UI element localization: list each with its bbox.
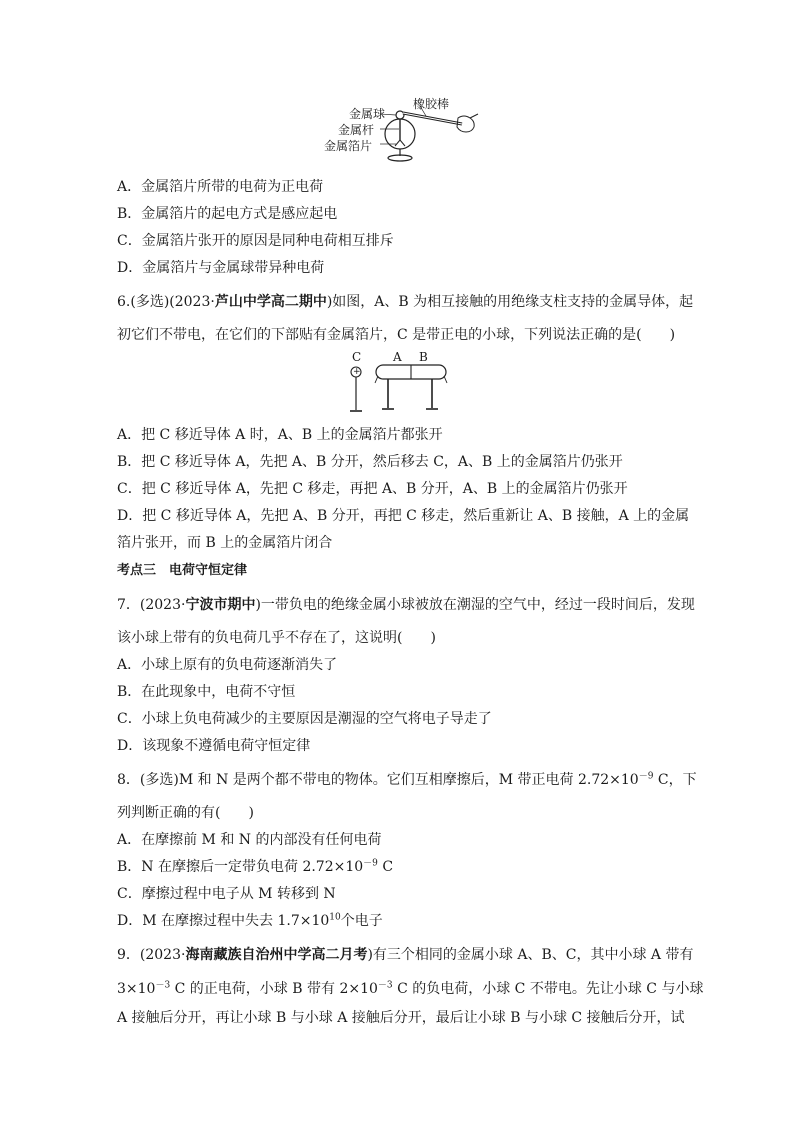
label-metal-ball: 金属球 bbox=[349, 107, 386, 121]
q6-stem-1: )如图，A、B 为相互接触的用绝缘支柱支持的金属导体，起 bbox=[326, 294, 694, 310]
q9-stem-2c: C 的负电荷，小球 C 不带电。先让小球 C 与小球 bbox=[392, 981, 704, 997]
label-plus: + bbox=[353, 367, 361, 377]
q8-option-b bbox=[117, 857, 393, 877]
q9-stem-2-exp1: －3 bbox=[155, 980, 171, 991]
metal-foil-right bbox=[400, 140, 405, 146]
q6-option-d-cont: 箔片张开，而 B 上的金属箔片闭合 bbox=[117, 535, 333, 551]
q8-option-d-exp: 10 bbox=[329, 912, 341, 923]
q6-option-a: A．把 C 移近导体 A 时，A、B 上的金属箔片都张开 bbox=[117, 427, 443, 443]
foil-a bbox=[375, 376, 378, 383]
q7-prefix: 7．(2023· bbox=[117, 597, 186, 613]
q6-stem-line-1 bbox=[117, 292, 693, 312]
q8-option-c: C．摩擦过程中电子从 M 转移到 N bbox=[117, 886, 336, 902]
q8-option-b-text: B．N 在摩擦后一定带负电荷 2.72×10 bbox=[117, 859, 364, 875]
q9-stem-1: )有三个相同的金属小球 A、B、C，其中小球 A 带有 bbox=[367, 947, 694, 963]
q9-stem-2a: 3×10 bbox=[117, 981, 156, 997]
q7-option-a: A．小球上原有的负电荷逐渐消失了 bbox=[117, 657, 338, 673]
foil-b bbox=[444, 376, 447, 383]
q8-option-d-text: D．M 在摩擦过程中失去 1.7×10 bbox=[117, 913, 330, 929]
q9-stem-line-3: A 接触后分开，再让小球 B 与小球 A 接触后分开，最后让小球 B 与小球 C 接触后分开，试 bbox=[117, 1010, 685, 1026]
label-metal-rod: 金属杆 bbox=[338, 123, 375, 137]
q5-option-c: C．金属箔片张开的原因是同种电荷相互排斥 bbox=[117, 233, 394, 249]
q6-option-d: D．把 C 移近导体 A，先把 A、B 分开，再把 C 移走，然后重新让 A、B 接触，A 上的金属 bbox=[117, 508, 690, 524]
q8-option-b-unit: C bbox=[377, 859, 394, 875]
q7-option-c: C．小球上负电荷减少的主要原因是潮湿的空气将电子导走了 bbox=[117, 711, 492, 727]
q8-stem-line-1 bbox=[117, 770, 697, 790]
metal-foil-left bbox=[395, 140, 400, 146]
q6-prefix: 6.(多选)(2023· bbox=[117, 294, 215, 310]
q5-option-a: A．金属箔片所带的电荷为正电荷 bbox=[117, 179, 324, 195]
label-c: C bbox=[352, 350, 362, 364]
q9-stem-line-1 bbox=[117, 945, 694, 965]
q8-stem-1b: C，下 bbox=[653, 772, 697, 788]
q9-source: 海南藏族自治州中学高二月考 bbox=[185, 947, 368, 963]
label-metal-foil: 金属箔片 bbox=[324, 139, 373, 153]
q6-stem-line-2: 初它们不带电，在它们的下部贴有金属箔片，C 是带正电的小球，下列说法正确的是( ) bbox=[117, 327, 676, 343]
q7-source: 宁波市期中 bbox=[185, 597, 256, 613]
q5-option-b: B．金属箔片的起电方式是感应起电 bbox=[117, 206, 338, 222]
q8-option-b-exp: －9 bbox=[363, 858, 378, 869]
q7-option-d: D．该现象不遵循电荷守恒定律 bbox=[117, 738, 311, 754]
q9-prefix: 9．(2023· bbox=[117, 947, 186, 963]
q8-option-a: A．在摩擦前 M 和 N 的内部没有任何电荷 bbox=[117, 832, 382, 848]
q9-stem-2b: C 的正电荷，小球 B 带有 2×10 bbox=[170, 981, 378, 997]
rubber-rod-highlight bbox=[403, 113, 462, 124]
q6-option-b: B．把 C 移近导体 A，先把 A、B 分开，然后移去 C，A、B 上的金属箔片仍张开 bbox=[117, 454, 623, 470]
label-rubber-rod: 橡胶棒 bbox=[413, 97, 450, 111]
q7-stem-line-1 bbox=[117, 595, 695, 615]
q5-option-d: D．金属箔片与金属球带异种电荷 bbox=[117, 260, 325, 276]
q7-stem-1: )一带负电的绝缘金属小球被放在潮湿的空气中，经过一段时间后，发现 bbox=[255, 597, 695, 613]
q8-option-d-unit: 个电子 bbox=[340, 913, 383, 929]
q7-option-b: B．在此现象中，电荷不守恒 bbox=[117, 684, 296, 700]
section-heading: 考点三 电荷守恒定律 bbox=[117, 563, 248, 578]
q6-option-c: C．把 C 移近导体 A，先把 C 移走，再把 A、B 分开，A、B 上的金属箔片仍张开 bbox=[117, 481, 628, 497]
label-a: A bbox=[393, 350, 402, 364]
metal-ball bbox=[396, 111, 404, 119]
q8-stem-line-2: 列判断正确的有( ) bbox=[117, 805, 254, 821]
q8-stem-1a: 8．(多选)M 和 N 是两个都不带电的物体。它们互相摩擦后，M 带正电荷 2.72×10 bbox=[117, 772, 639, 788]
q7-stem-line-2: 该小球上带有的负电荷几乎不存在了，这说明( ) bbox=[117, 630, 436, 646]
label-b: B bbox=[419, 350, 428, 364]
q9-stem-line-2 bbox=[117, 979, 703, 999]
q8-stem-exp: －9 bbox=[638, 771, 654, 782]
q9-stem-2-exp2: －3 bbox=[377, 980, 393, 991]
q6-source: 芦山中学高二期中 bbox=[214, 294, 327, 310]
q8-option-d bbox=[117, 911, 383, 931]
